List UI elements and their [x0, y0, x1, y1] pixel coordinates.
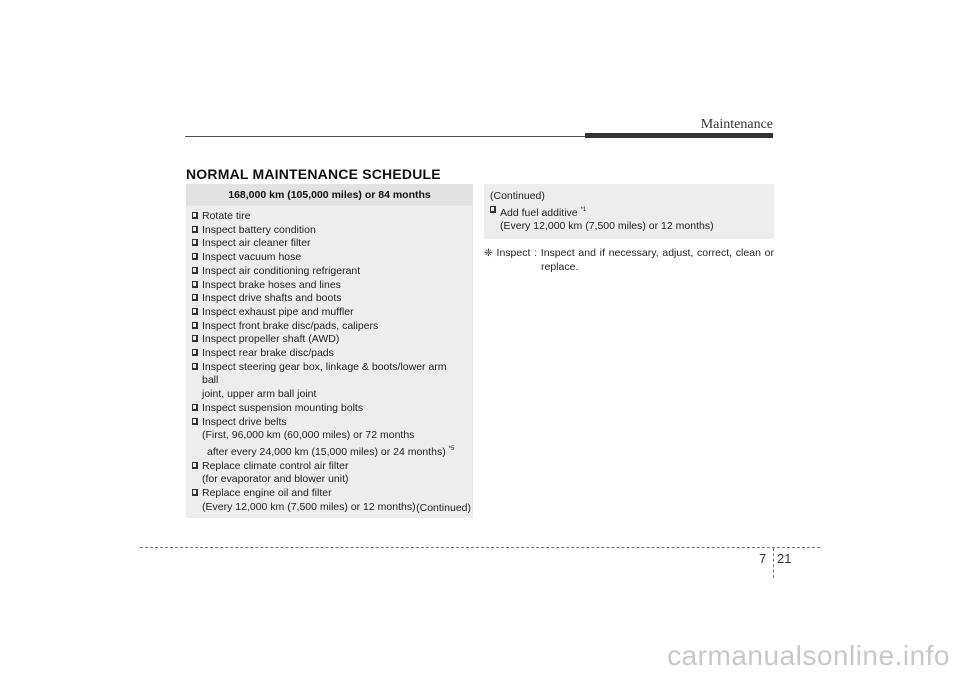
- note-line-1: ❈ Inspect : Inspect and if necessary, adjust, correct, clean or: [484, 247, 774, 259]
- item-continuation: (for evaporator and blower unit): [202, 473, 349, 486]
- list-item: [192, 361, 465, 388]
- footer-rule-vertical: [773, 548, 774, 578]
- page-number: 21: [777, 551, 792, 566]
- checkbox-icon: [192, 363, 198, 370]
- list-item: [192, 265, 465, 279]
- item-text: Inspect drive belts: [202, 415, 287, 428]
- note-line-2: replace.: [541, 260, 579, 273]
- footnote-marker: *5: [448, 445, 455, 452]
- item-text: Rotate tire: [202, 210, 251, 222]
- item-text: Inspect battery condition: [202, 223, 316, 236]
- checkbox-icon: [192, 404, 198, 411]
- item-text: Inspect steering gear box, linkage & boots/lower arm ball: [202, 360, 447, 387]
- list-item: [192, 487, 465, 501]
- watermark: carmanualsonline.info: [667, 640, 950, 671]
- checkbox-icon: [192, 281, 198, 288]
- checkbox-icon: [192, 462, 198, 469]
- chapter-number: 7: [759, 551, 767, 566]
- item-text: Inspect front brake disc/pads, calipers: [202, 319, 379, 332]
- footnote-marker: *1: [580, 206, 587, 213]
- list-item: [192, 210, 465, 224]
- list-item: [192, 320, 465, 334]
- item-text: Inspect drive shafts and boots: [202, 292, 342, 305]
- interval-heading: 168,000 km (105,000 miles) or 84 months: [186, 184, 473, 206]
- checkbox-icon: [490, 206, 496, 213]
- checkbox-icon: [192, 267, 198, 274]
- list-item: [192, 460, 465, 474]
- item-continuation: (First, 96,000 km (60,000 miles) or 72 months: [202, 429, 415, 442]
- section-title: NORMAL MAINTENANCE SCHEDULE: [186, 166, 441, 182]
- inspect-note: [484, 247, 774, 274]
- schedule-right-column: [484, 184, 774, 239]
- schedule-left-column: [186, 184, 473, 518]
- checkbox-icon: [192, 212, 198, 219]
- item-text: Inspect propeller shaft (AWD): [202, 333, 340, 346]
- list-item: [192, 237, 465, 251]
- checkbox-icon: [192, 308, 198, 315]
- continued-label: (Continued): [490, 190, 545, 202]
- checkbox-icon: [192, 335, 198, 342]
- item-text: Inspect exhaust pipe and muffler: [202, 305, 354, 318]
- checkbox-icon: [192, 489, 198, 496]
- list-item: [192, 224, 465, 238]
- checkbox-icon: [192, 418, 198, 425]
- continued-label: (Continued): [416, 502, 471, 514]
- list-item: [192, 306, 465, 320]
- item-continuation-text: after every 24,000 km (15,000 miles) or 24 months): [207, 445, 446, 458]
- list-item: [192, 279, 465, 293]
- checkbox-icon: [192, 253, 198, 260]
- list-item: [192, 333, 465, 347]
- header-rule-thin: [185, 136, 585, 137]
- checkbox-icon: [192, 239, 198, 246]
- item-continuation: (Every 12,000 km (7,500 miles) or 12 months): [500, 220, 714, 233]
- item-text: Inspect air conditioning refrigerant: [202, 264, 361, 277]
- checkbox-icon: [192, 226, 198, 233]
- checkbox-icon: [192, 294, 198, 301]
- item-text: Inspect rear brake disc/pads: [202, 347, 334, 360]
- checkbox-icon: [192, 349, 198, 356]
- item-list: [186, 206, 473, 514]
- item-text: Inspect air cleaner filter: [202, 237, 311, 250]
- list-item: [192, 347, 465, 361]
- list-item: [192, 416, 465, 430]
- checkbox-icon: [192, 322, 198, 329]
- header-rule-thick: [585, 133, 773, 138]
- list-item: [192, 292, 465, 306]
- page-header-title: Maintenance: [700, 117, 773, 132]
- item-text: Inspect suspension mounting bolts: [202, 401, 364, 414]
- item-text: Inspect vacuum hose: [202, 251, 302, 264]
- item-text: Replace engine oil and filter: [202, 487, 332, 500]
- item-continuation-2: [192, 443, 465, 460]
- item-continuation: (Every 12,000 km (7,500 miles) or 12 months): [202, 500, 416, 513]
- item-text: Inspect brake hoses and lines: [202, 278, 341, 291]
- footer-rule-dashed: [140, 547, 820, 548]
- item-text: Replace climate control air filter: [202, 459, 349, 472]
- item-continuation: joint, upper arm ball joint: [202, 388, 317, 401]
- list-item: [490, 204, 768, 221]
- list-item: [192, 402, 465, 416]
- list-item: [192, 251, 465, 265]
- item-text: Add fuel additive: [500, 206, 578, 219]
